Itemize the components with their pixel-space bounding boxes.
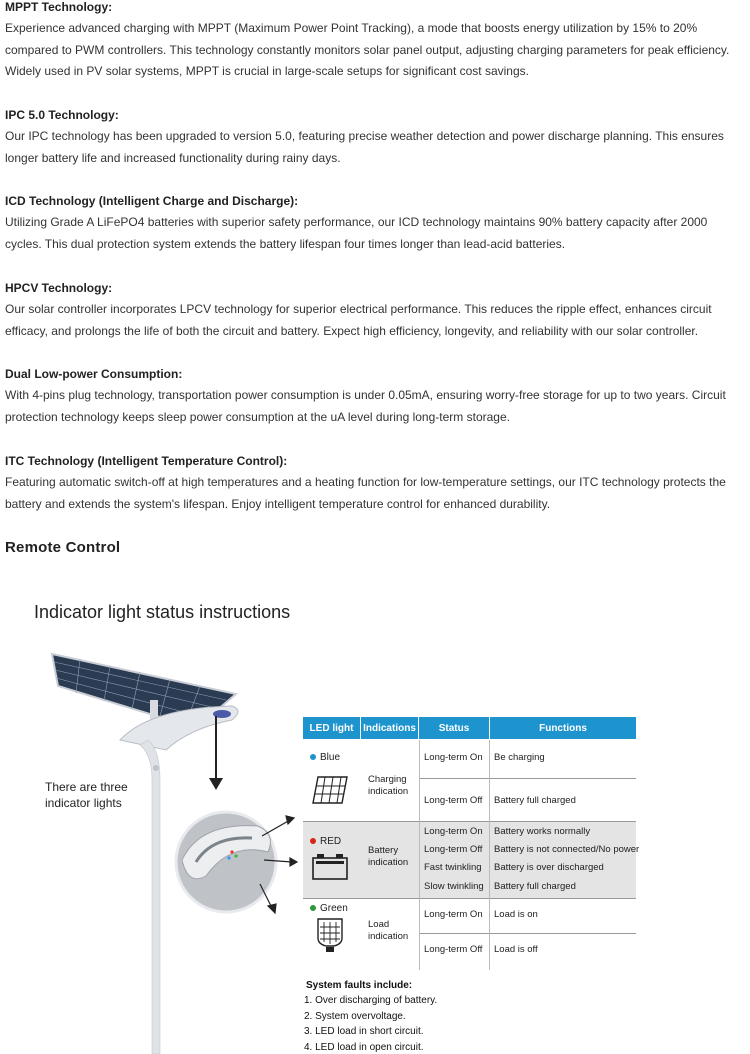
indication-battery: Battery indication (368, 845, 409, 868)
section-title: IPC 5.0 Technology: (5, 108, 119, 122)
section-itc (5, 454, 745, 515)
status-cell: Long-term On (424, 826, 483, 837)
led-name: RED (320, 836, 342, 847)
solar-street-light-illustration (0, 590, 300, 1054)
indication-load: Load indication (368, 919, 409, 942)
indication-charging: Charging indication (368, 774, 409, 797)
solar-panel-icon (312, 776, 348, 804)
led-red-label (310, 836, 341, 847)
led-green-label (310, 903, 348, 914)
divider (419, 740, 420, 970)
section-line: protection technology keeps sleep power consumption at the uA level during long-term storage. (5, 409, 510, 424)
divider (489, 740, 490, 970)
led-dot-icon (310, 754, 316, 760)
section-line: Featuring automatic switch-off at high temperatures and a heating function for low-temperature settings, our ITC technology protects the (5, 475, 726, 489)
section-mppt (5, 0, 745, 83)
section-low-power (5, 367, 745, 428)
function-cell: Load is on (494, 909, 538, 920)
function-cell: Be charging (494, 752, 545, 763)
section-line: Utilizing Grade A LiFePO4 batteries with superior safety performance, our ICD technology maintains 90% battery capacity after 2000 (5, 215, 708, 229)
section-title: HPCV Technology: (5, 281, 113, 295)
header-indications: Indications (361, 717, 418, 739)
status-cell: Long-term Off (424, 944, 483, 955)
section-line: compared to PWM controllers. This technology constantly monitors solar panel output, adjusting charging parameters for peak efficiency. (5, 42, 730, 57)
function-cell: Battery works normally (494, 826, 591, 837)
section-line: Widely used in PV solar systems, MPPT is crucial in large-scale setups for significant cost savings. (5, 64, 529, 78)
figure-title: Indicator light status instructions (34, 602, 291, 622)
led-name: Green (320, 903, 348, 914)
section-line: With 4-pins plug technology, transportation power consumption is under 0.05mA, ensuring worry-free storage for up to two years. Circuit (5, 388, 726, 402)
section-line: Experience advanced charging with MPPT (Maximum Power Point Tracking), a mode that boosts energy utilization by 15% to 20% (5, 21, 698, 35)
header-led-light: LED light (303, 717, 360, 739)
fault-item: 2. System overvoltage. (304, 1011, 406, 1022)
status-cell: Long-term On (424, 909, 483, 920)
function-cell: Battery is not connected/No power (494, 844, 640, 855)
status-cell: Fast twinkling (424, 862, 482, 873)
section-line: efficacy, and prolongs the life of both the circuit and battery. Expect high efficiency, longevity, and reliability with our solar controller. (5, 323, 699, 338)
function-cell: Battery full charged (494, 881, 576, 892)
led-dot-icon (310, 905, 316, 911)
fault-item: 3. LED load in short circuit. (304, 1026, 424, 1037)
header-functions: Functions (490, 717, 636, 739)
remote-control-heading: Remote Control (5, 539, 121, 556)
divider (303, 898, 636, 899)
status-cell: Slow twinkling (424, 881, 484, 892)
section-line: Our IPC technology has been upgraded to version 5.0, featuring precise weather detection and power discharge planning. This ensures (5, 129, 724, 143)
section-line: battery and extends the system's lifespan. Enjoy intelligent temperature control for enhanced durability. (5, 496, 551, 511)
divider (419, 778, 636, 779)
section-title: ICD Technology (Intelligent Charge and Discharge): (5, 194, 299, 208)
indicator-figure (0, 590, 750, 1054)
section-hpcv (5, 281, 745, 342)
section-icd (5, 194, 745, 255)
section-line: longer battery life and increased functionality during rainy days. (5, 150, 341, 165)
divider (303, 821, 636, 822)
battery-icon (312, 852, 348, 880)
lamp-bulb-icon (316, 916, 344, 954)
function-cell: Battery is over discharged (494, 862, 604, 873)
section-title: MPPT Technology: (5, 0, 113, 14)
status-cell: Long-term Off (424, 795, 483, 806)
fault-item: 4. LED load in open circuit. (304, 1042, 424, 1053)
section-ipc (5, 108, 745, 169)
led-dot-icon (310, 838, 316, 844)
section-line: cycles. This dual protection system extends the battery lifespan four times longer than lead-acid batteries. (5, 236, 566, 251)
status-cell: Long-term On (424, 752, 483, 763)
faults-title: System faults include: (306, 980, 413, 991)
function-cell: Battery full charged (494, 795, 576, 806)
header-status: Status (419, 717, 489, 739)
section-title: Dual Low-power Consumption: (5, 367, 183, 381)
figure-note: There are three indicator lights (45, 780, 128, 810)
divider (419, 933, 636, 934)
fault-item: 1. Over discharging of battery. (304, 995, 438, 1006)
led-name: Blue (320, 752, 341, 763)
led-blue-label (310, 752, 340, 763)
section-line: Our solar controller incorporates LPCV technology for superior electrical performance. This reduces the ripple effect, enhances circuit (5, 302, 712, 316)
function-cell: Load is off (494, 944, 538, 955)
status-cell: Long-term Off (424, 844, 483, 855)
section-title: ITC Technology (Intelligent Temperature Control): (5, 454, 288, 468)
